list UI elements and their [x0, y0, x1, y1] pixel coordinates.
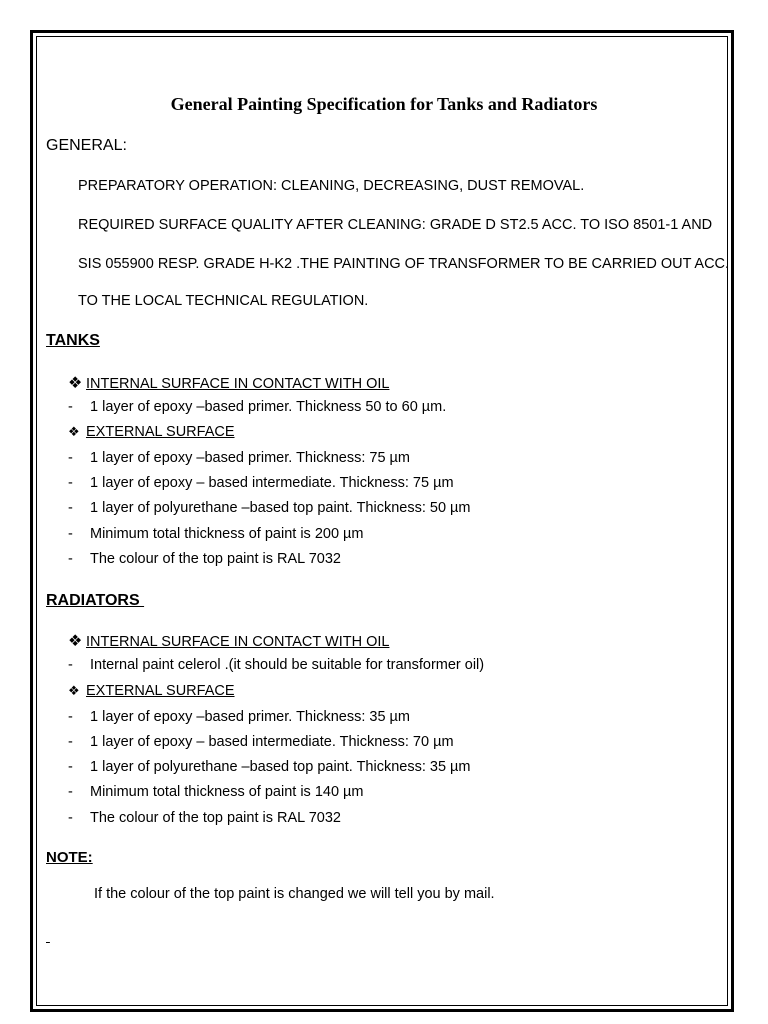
note-text: If the colour of the top paint is changed we will tell you by mail. [94, 886, 495, 902]
list-item [68, 551, 341, 567]
radiators-external-item-1: 1 layer of epoxy –based primer. Thickness: 35 µm [90, 709, 410, 725]
list-item [68, 399, 446, 415]
dash-bullet: - [68, 500, 73, 516]
tanks-internal-label: INTERNAL SURFACE IN CONTACT WITH OIL [86, 376, 390, 392]
radiators-internal-surface [68, 631, 389, 651]
list-item [68, 810, 341, 826]
dash-bullet: - [68, 450, 73, 466]
radiators-external-surface [68, 683, 235, 699]
diamond-bullet-icon: ❖ [68, 424, 80, 439]
general-line-2: REQUIRED SURFACE QUALITY AFTER CLEANING: GRADE D ST2.5 ACC. TO ISO 8501-1 AND [78, 217, 713, 233]
radiators-internal-item-1: Internal paint celerol .(it should be suitable for transformer oil) [90, 657, 485, 673]
dash-bullet: - [68, 810, 73, 826]
tanks-internal-item-1: 1 layer of epoxy –based primer. Thickness 50 to 60 µm. [90, 399, 447, 415]
radiators-external-item-4: Minimum total thickness of paint is 140 µm [90, 784, 364, 800]
radiators-external-label: EXTERNAL SURFACE [86, 683, 235, 699]
radiators-external-item-3: 1 layer of polyurethane –based top paint. Thickness: 35 µm [90, 759, 471, 775]
list-item [68, 475, 454, 491]
dash-bullet: - [68, 657, 73, 673]
diamond-bullet-icon: ❖ [68, 683, 80, 698]
dash-bullet: - [68, 551, 73, 567]
list-item [68, 500, 470, 516]
dash-bullet: - [68, 709, 73, 725]
list-item [68, 657, 484, 673]
diamond-bullet-icon: ❖ [68, 375, 83, 392]
list-item [68, 709, 410, 725]
list-item [68, 734, 454, 750]
tanks-external-label: EXTERNAL SURFACE [86, 424, 235, 440]
general-heading: GENERAL: [46, 137, 127, 154]
list-item [68, 784, 364, 800]
tanks-external-item-5: The colour of the top paint is RAL 7032 [90, 551, 341, 567]
radiators-external-item-5: The colour of the top paint is RAL 7032 [90, 810, 341, 826]
document-title: General Painting Specification for Tanks and Radiators [170, 94, 598, 114]
radiators-internal-label: INTERNAL SURFACE IN CONTACT WITH OIL [86, 634, 390, 650]
dash-bullet: - [68, 734, 73, 750]
list-item [68, 759, 470, 775]
radiators-heading: RADIATORS [46, 592, 145, 609]
tanks-internal-surface [68, 373, 389, 393]
dash-bullet: - [68, 759, 73, 775]
dash-bullet: - [68, 784, 73, 800]
trailing-underline-mark [46, 928, 50, 944]
tanks-external-surface [68, 424, 235, 440]
diamond-bullet-icon: ❖ [68, 633, 83, 650]
list-item [68, 450, 410, 466]
dash-bullet: - [68, 475, 73, 491]
note-heading: NOTE: [46, 849, 93, 866]
tanks-external-item-3: 1 layer of polyurethane –based top paint. Thickness: 50 µm [90, 500, 471, 516]
tanks-heading: TANKS [46, 332, 100, 349]
general-line-3: SIS 055900 RESP. GRADE H-K2 .THE PAINTING OF TRANSFORMER TO BE CARRIED OUT ACC. [78, 256, 730, 272]
tanks-external-item-4: Minimum total thickness of paint is 200 µm [90, 526, 364, 542]
list-item [68, 526, 364, 542]
dash-bullet: - [68, 526, 73, 542]
radiators-external-item-2: 1 layer of epoxy – based intermediate. Thickness: 70 µm [90, 734, 454, 750]
general-line-1: PREPARATORY OPERATION: CLEANING, DECREASING, DUST REMOVAL. [78, 178, 585, 194]
dash-bullet: - [68, 399, 73, 415]
tanks-external-item-1: 1 layer of epoxy –based primer. Thickness: 75 µm [90, 450, 410, 466]
tanks-external-item-2: 1 layer of epoxy – based intermediate. Thickness: 75 µm [90, 475, 454, 491]
general-line-4: TO THE LOCAL TECHNICAL REGULATION. [78, 293, 369, 309]
